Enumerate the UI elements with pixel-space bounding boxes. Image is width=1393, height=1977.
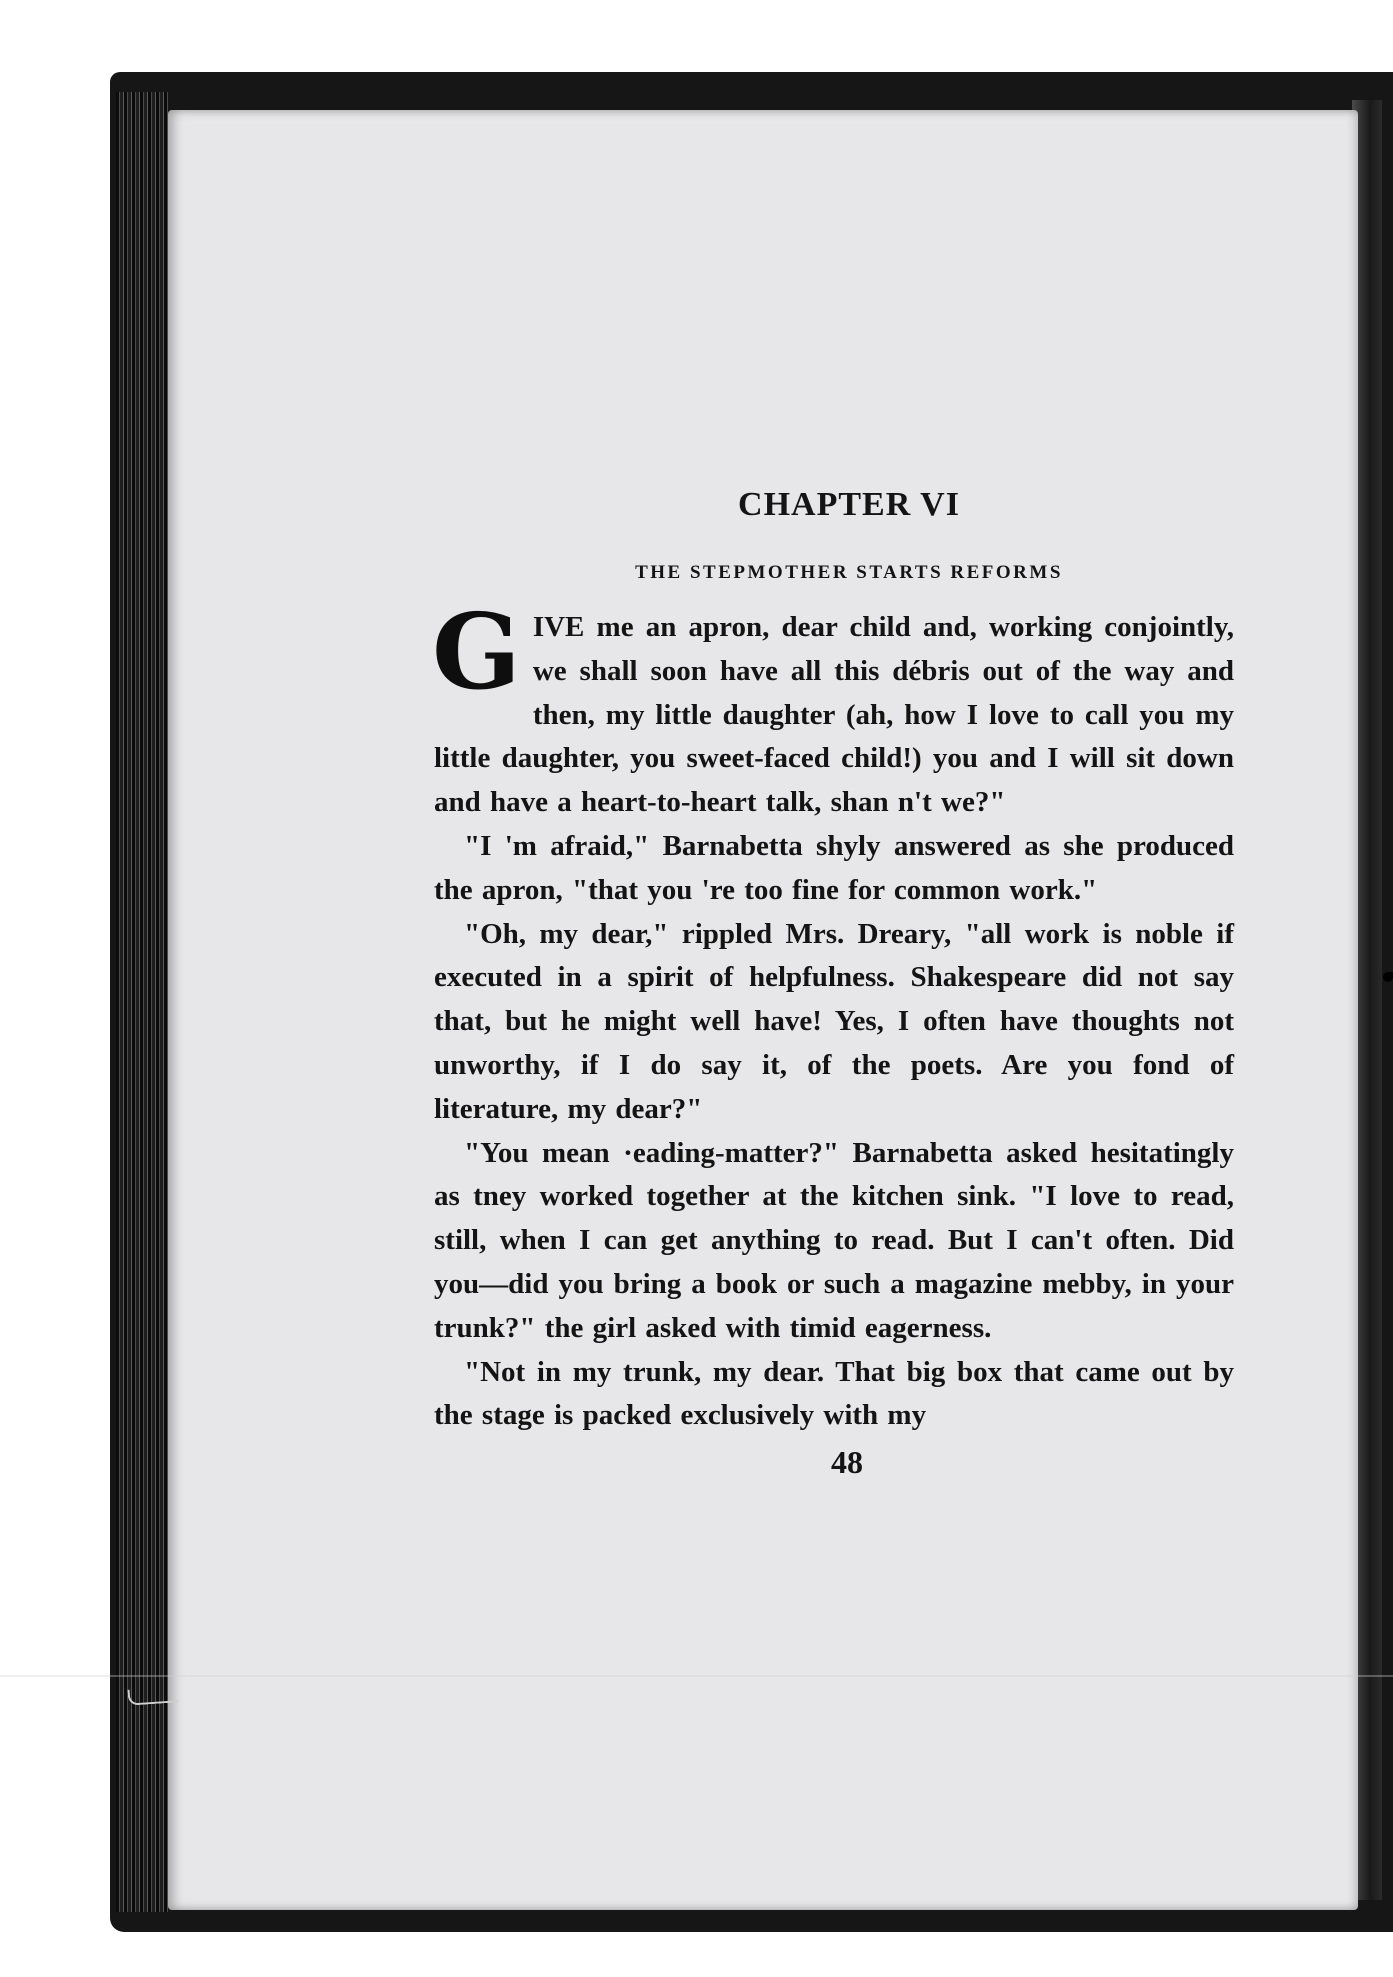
chapter-title: CHAPTER VI [738,486,960,523]
paragraph: "You mean ·eading-matter?" Barnabetta asked hesitatingly as tney worked together at the kitchen sink. "I love to read, still, when I can get anything to read. But I can't often. Did you—did you bring a book or such a magazine mebby, in your trunk?" the girl asked with timid eagerness. [434,1136,1234,1344]
paragraph: "I 'm afraid," Barnabetta shyly answered as she produced the apron, "that you 're too fine for common work." [434,829,1234,906]
paragraph-text: IVE me an apron, dear child and, working conjointly, we shall soon have all this débris out of the way and then, my little daughter (ah, how I love to call you my little daughter, you sweet-faced child!) you and I will sit down and have a heart-to-heart talk, shan n't we?" [434,611,1234,819]
ink-blot-mark [1383,972,1393,982]
page-number: 48 [831,1444,863,1481]
page-edges [116,92,168,1912]
drop-cap: G [432,590,521,713]
page-text-block [434,486,1234,1481]
chapter-subtitle: THE STEPMOTHER STARTS REFORMS [635,562,1063,583]
paragraph: "Not in my trunk, my dear. That big box that came out by the stage is packed exclusively with my [434,1355,1234,1432]
paragraph [432,590,1234,825]
scan-artifact-line [0,1675,1393,1677]
paragraph: "Oh, my dear," rippled Mrs. Dreary, "all work is noble if executed in a spirit of helpfulness. Shakespeare did not say that, but he might well have! Yes, I often have thoughts not unworthy, if I do say it, of the poets. Are you fond of literature, my dear?" [434,917,1234,1125]
chapter-body [432,590,1234,1438]
